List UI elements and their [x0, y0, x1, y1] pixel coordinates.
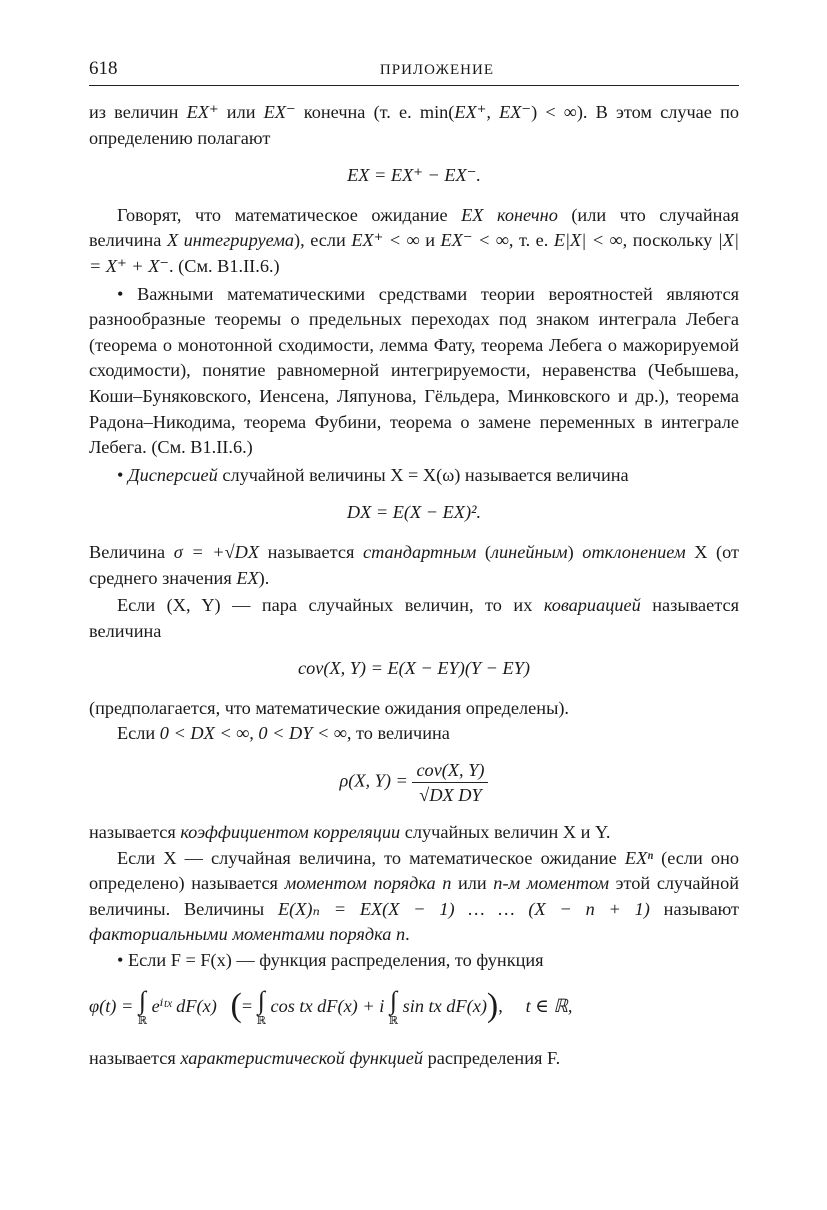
- paragraph-1: из величин EX⁺ или EX⁻ конечна (т. е. min(EX⁺, EX⁻) < ∞). В этом случае по определению полагают: [89, 102, 739, 148]
- paragraph-9: называется коэффициентом корреляции случайных величин X и Y.: [89, 822, 611, 843]
- page-header: [89, 58, 739, 86]
- paragraph-5: Величина σ = +√DX называется стандартным (линейным) отклонением X (от среднего значения EX).: [89, 541, 740, 588]
- paragraph-3: • Важными математическими средствами теории вероятностей являются разнообразные теоремы о предельных переходах под знаком интеграла Лебега (теорема о монотонной сходимости, лемма Фату, теорема Лебега о мажорируемой сходимости), понятие равномерной интегрируемости, неравенства (Чебышева, Коши–Буняковского, Иенсена, Ляпунова, Гёльдера, Минковского и др.), теорема Радона–Никодима, теорема Фубини, теорема о замене переменных в интеграле Лебега. (См. В1.II.6.): [89, 283, 739, 458]
- paragraph-4: • Дисперсией случайной величины X = X(ω) называется величина: [117, 464, 629, 485]
- formula-correlation: ρ(X, Y) = $\frac{\text{cov(X, Y)}}{\text{√DX DY}}$: [89, 759, 739, 806]
- paragraph-8: Если 0 < DX < ∞, 0 < DY < ∞, то величина: [117, 723, 450, 744]
- formula-dispersion: DX = E(X − EX)².: [346, 502, 482, 523]
- formula-ex-definition: EX = EX⁺ − EX⁻.: [347, 165, 481, 186]
- paragraph-12: называется характеристической функцией распределения F.: [89, 1047, 561, 1068]
- page-number: 618: [89, 58, 118, 79]
- paragraph-11: • Если F = F(x) — функция распределения, то функция: [117, 950, 544, 971]
- paragraph-7: (предполагается, что математические ожидания определены).: [89, 697, 570, 718]
- formula-covariance: cov(X, Y) = E(X − EY)(Y − EY): [298, 658, 530, 679]
- paragraph-2: Говорят, что математическое ожидание EX конечно (или что случайная величина X интегрируема), если EX⁺ < ∞ и EX⁻ < ∞, т. е. E|X| < ∞, поскольку |X| = X⁺ + X⁻. (См. В1.II.6.): [89, 204, 739, 276]
- paragraph-10: Если X — случайная величина, то математическое ожидание EXⁿ (если оно определено) называется моментом порядка n или n-м моментом этой случайной величины. Величины E(X)ₙ = EX(X − 1) … … (X − n + 1) называют факториальными моментами порядка n.: [89, 847, 739, 945]
- formula-characteristic-function: φ(t) = ∫ ℝ eⁱᵗˣ dF(x) (= ∫ ℝ cos tx dF(x) + i ∫ ℝ sin tx dF(x)), t ∈ ℝ,: [89, 985, 573, 1027]
- correlation-fraction: $\frac{\text{cov(X, Y)}}{\text{√DX DY}}$: [412, 759, 488, 806]
- book-page: [89, 58, 739, 1071]
- running-title: ПРИЛОЖЕНИЕ: [379, 62, 494, 78]
- page-body: [89, 100, 739, 1071]
- paragraph-6: Если (X, Y) — пара случайных величин, то их ковариацией называется величина: [89, 595, 739, 641]
